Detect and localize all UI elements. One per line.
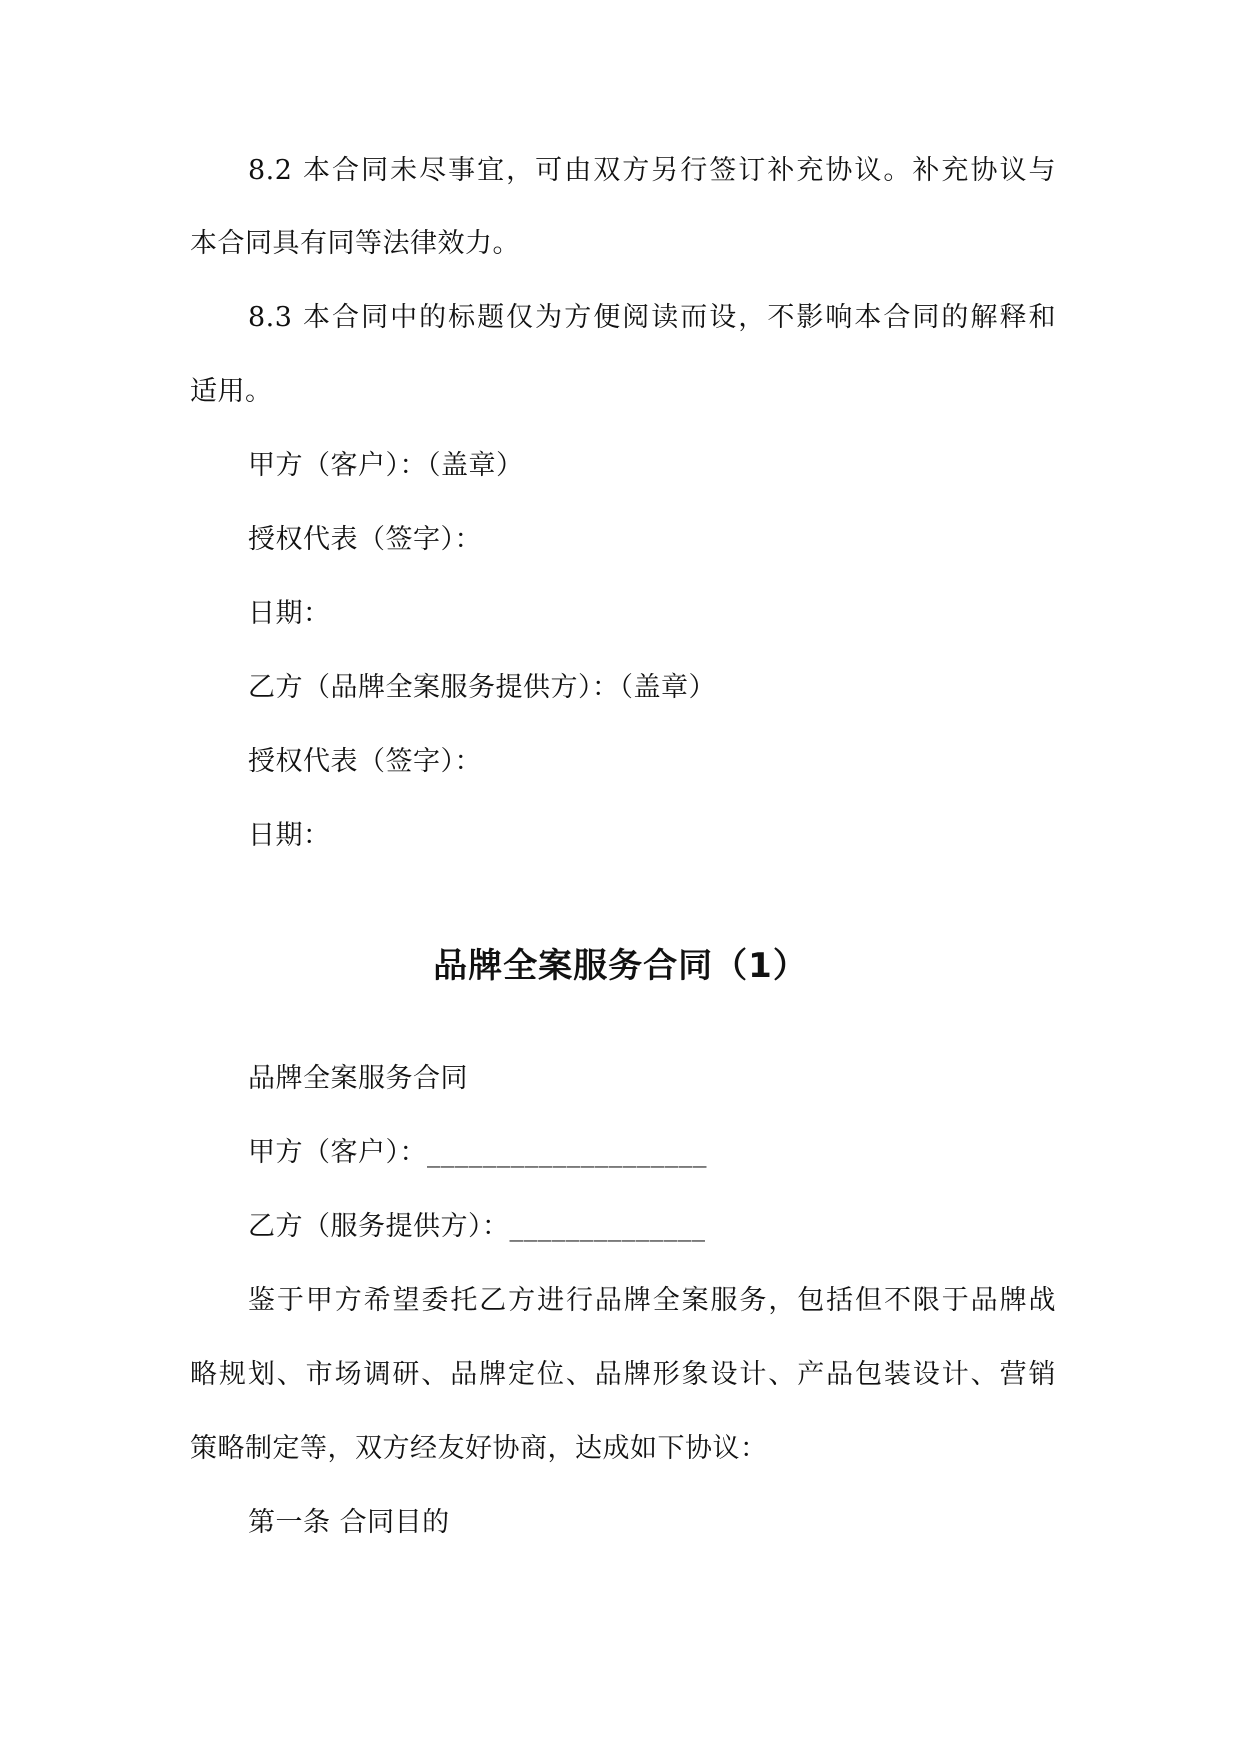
party-b-representative-line: 授权代表（签字）： xyxy=(248,746,482,777)
article-1-heading: 第一条 合同目的 xyxy=(248,1507,450,1538)
clause-8-2-line-2: 本合同具有同等法律效力。 xyxy=(190,228,520,259)
clause-8-3-line-2: 适用。 xyxy=(190,376,273,407)
preamble-line-1: 鉴于甲方希望委托乙方进行品牌全案服务，包括但不限于品牌战 xyxy=(248,1285,1056,1316)
contract-subtitle: 品牌全案服务合同 xyxy=(248,1063,468,1094)
preamble-line-2: 略规划、市场调研、品牌定位、品牌形象设计、产品包装设计、营销 xyxy=(190,1359,1056,1390)
party-a-date-line: 日期： xyxy=(248,598,331,629)
preamble-line-3: 策略制定等，双方经友好协商，达成如下协议： xyxy=(190,1433,768,1464)
party-a-seal-line: 甲方（客户）：（盖章） xyxy=(248,450,524,481)
party-b-field: 乙方（服务提供方）：______________ xyxy=(248,1211,706,1242)
clause-8-3-line-1: 8.3 本合同中的标题仅为方便阅读而设，不影响本合同的解释和 xyxy=(248,302,1056,333)
contract-title: 品牌全案服务合同（1） xyxy=(433,946,808,986)
party-a-representative-line: 授权代表（签字）： xyxy=(248,524,482,555)
clause-8-2-line-1: 8.2 本合同未尽事宜，可由双方另行签订补充协议。补充协议与 xyxy=(248,155,1056,186)
party-a-field: 甲方（客户）：____________________ xyxy=(248,1137,707,1168)
party-b-seal-line: 乙方（品牌全案服务提供方）：（盖章） xyxy=(248,672,716,703)
party-b-date-line: 日期： xyxy=(248,820,331,851)
